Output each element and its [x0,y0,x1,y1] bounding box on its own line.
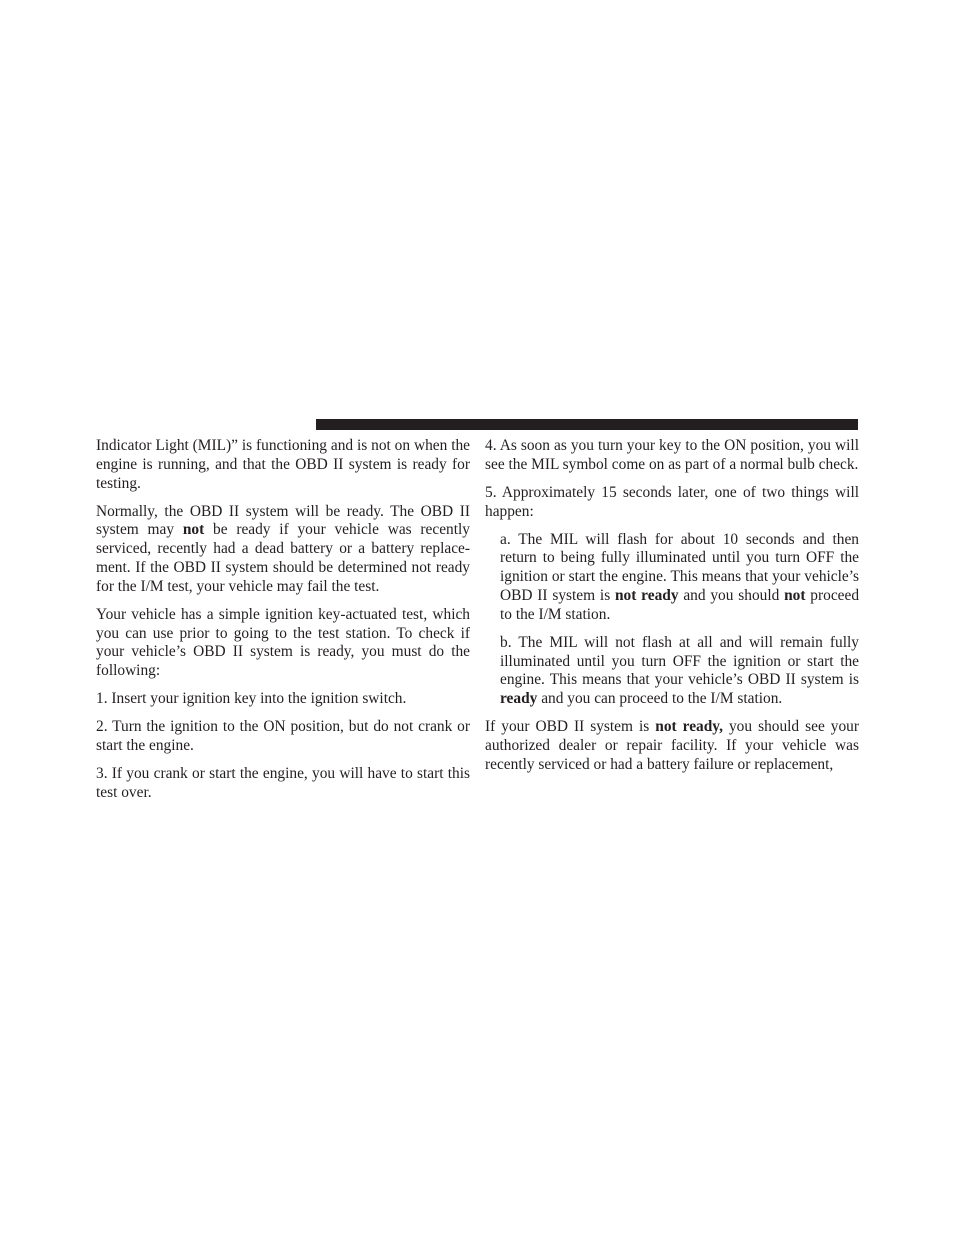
paragraph-mil-functioning: Indicator Light (MIL)” is functioning and is not on when the engine is running, and that the OBD II system is ready for testing. [96,437,470,492]
paragraph-key-actuated-test: Your vehicle has a simple ignition key-actuated test, which you can use prior to going to the test station. To check if your vehicle’s OBD II system is ready, you must do the following: [96,605,470,680]
emphasis-not: not [784,586,806,604]
emphasis-ready: ready [500,690,538,708]
right-column [485,437,859,784]
step-2: 2. Turn the ignition to the ON position, but do not crank or start the engine. [96,718,470,754]
sub-step-a: a. The MIL will flash for about 10 seconds and then return to being fully illuminated until you turn OFF the ignition or start the engine. This means that your vehicle’s OBD II system is not ready and you should not proceed to the I/M station. [500,530,860,623]
step-3: 3. If you crank or start the engine, you will have to start this test over. [96,764,470,801]
left-column [96,437,470,812]
step-5: 5. Approximately 15 seconds later, one of two things will happen: [485,483,859,520]
step-1: 1. Insert your ignition key into the ignition switch. [96,690,407,708]
paragraph-obd-normally-ready: Normally, the OBD II system will be ready. The OBD II system may not be ready if your vehicle was recently serviced, recently had a dead battery or a battery replacement. If the OBD II system should be determined not ready for the I/M test, your vehicle may fail the test. [96,502,470,595]
paragraph-not-ready-see-dealer: If your OBD II system is not ready, you should see your authorized dealer or repair facility. If your vehicle was recently serviced or had a battery failure or replacement, [485,718,860,773]
emphasis-not-ready: not ready [615,586,679,604]
header-rule [316,419,858,430]
emphasis-not-ready: not ready, [655,718,723,736]
step-4: 4. As soon as you turn your key to the ON position, you will see the MIL symbol come on as part of a normal bulb check. [485,437,859,473]
sub-step-b: b. The MIL will not flash at all and will remain fully illuminated until you turn OFF the ignition or start the engine. This means that your vehicle’s OBD II system is ready and you can proceed to the I/M station. [500,633,859,708]
emphasis-not: not [182,521,205,539]
